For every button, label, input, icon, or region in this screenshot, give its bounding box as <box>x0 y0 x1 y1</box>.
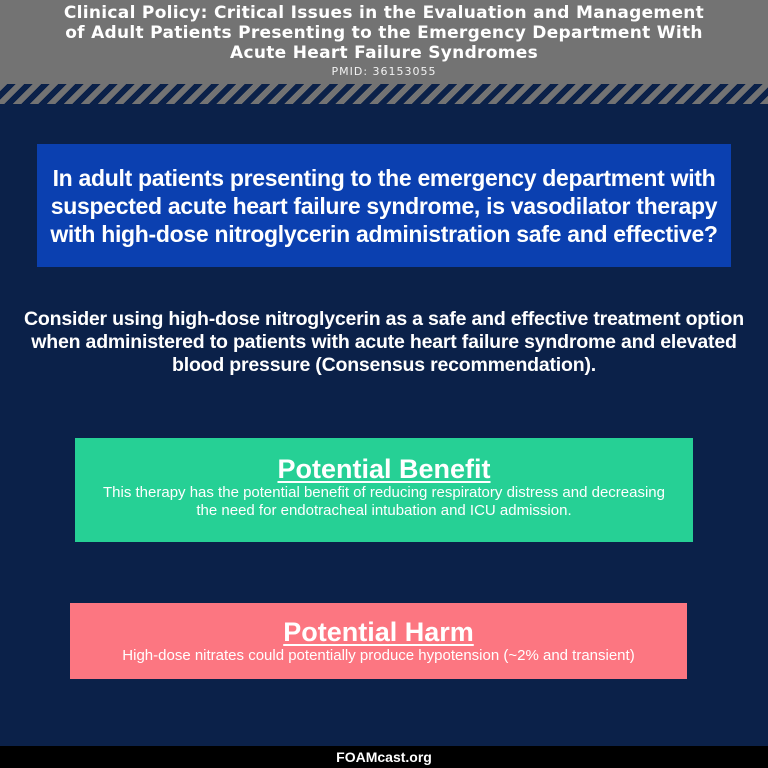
striped-divider <box>0 84 768 104</box>
question-text: In adult patients presenting to the emergency department with suspected acute heart failure syndrome, is vasodilator therapy with high-dose nitroglycerin administration safe and effective? <box>50 164 718 247</box>
page-title <box>0 0 768 63</box>
recommendation-text: Consider using high-dose nitroglycerin as a safe and effective treatment option when administered to patients with acute heart failure syndrome and elevated blood pressure (Consensus recommendation). <box>24 308 744 376</box>
header-banner <box>0 0 768 84</box>
benefit-title: Potential Benefit <box>277 454 491 484</box>
title-line-2: of Adult Patients Presenting to the Emergency Department With <box>65 23 703 43</box>
question-box <box>37 144 731 267</box>
title-line-1: Clinical Policy: Critical Issues in the Evaluation and Management <box>63 3 705 23</box>
harm-text: High-dose nitrates could potentially produce hypotension (~2% and transient) <box>122 647 635 664</box>
footer-link[interactable]: FOAMcast.org <box>336 749 432 765</box>
footer-bar <box>0 746 768 768</box>
harm-box <box>70 603 687 679</box>
harm-title: Potential Harm <box>283 617 474 647</box>
pmid-label: PMID: 36153055 <box>331 65 437 78</box>
benefit-box <box>75 438 693 542</box>
title-line-3: Acute Heart Failure Syndromes <box>230 43 538 63</box>
benefit-text: This therapy has the potential benefit of reducing respiratory distress and decreasing the need for endotracheal intubation and ICU admission. <box>103 484 665 519</box>
